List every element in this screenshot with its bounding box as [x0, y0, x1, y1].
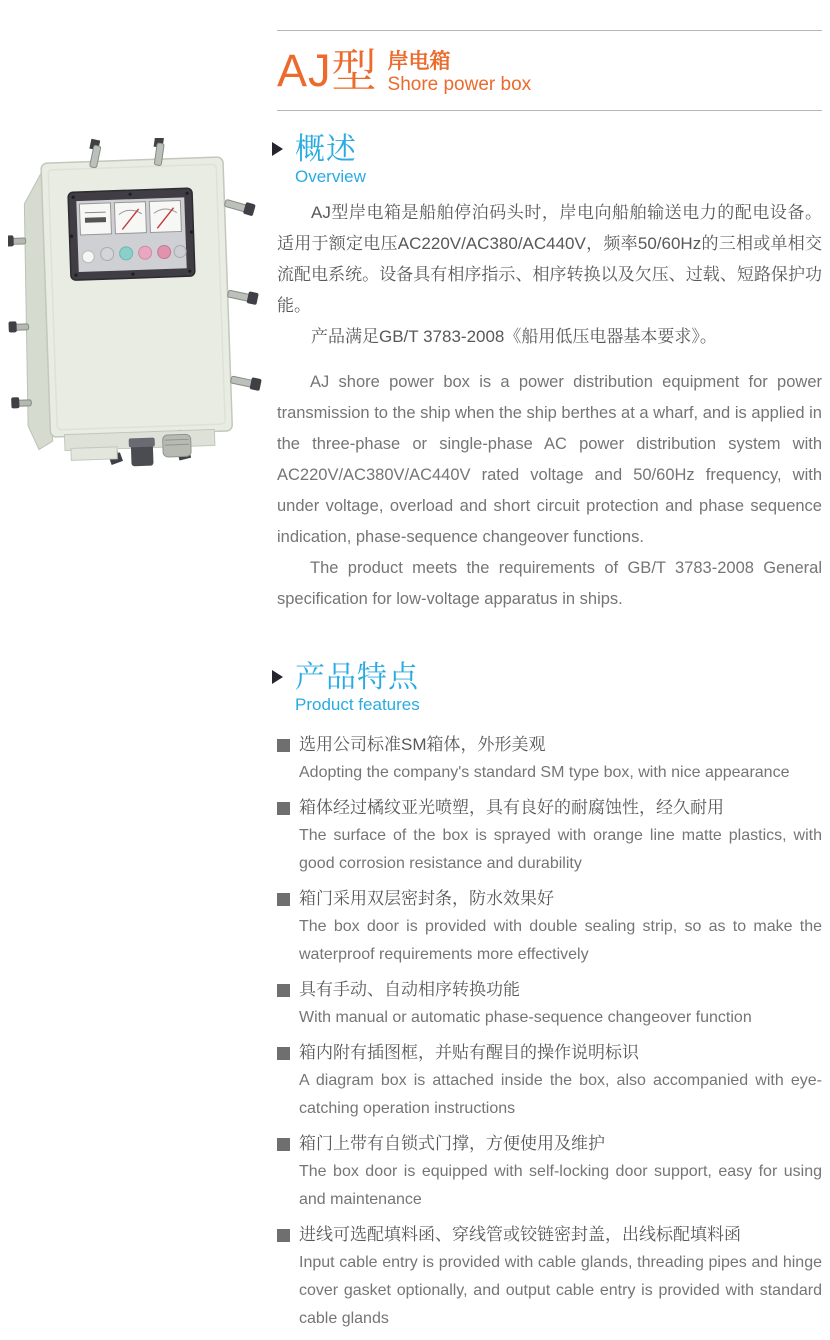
feature-zh: 箱体经过橘纹亚光喷塑，具有良好的耐腐蚀性，经久耐用	[299, 798, 724, 817]
feature-en: Input cable entry is provided with cable glands, threading pipes and hinge cover gasket optionally, and output cable entry is provided with standard cable glands	[299, 1254, 822, 1327]
product-photo	[8, 138, 268, 474]
latch-right-2	[227, 287, 259, 305]
feature-zh: 进线可选配填料函、穿线管或铰链密封盖，出线标配填料函	[299, 1225, 741, 1244]
section-arrow-icon	[272, 670, 283, 684]
cable-gland-dark	[129, 438, 156, 467]
features-title-zh: 产品特点	[295, 661, 419, 694]
analog-meter-2	[114, 202, 146, 234]
features-section	[277, 661, 822, 1333]
overview-title-zh: 概述	[295, 133, 357, 166]
overview-paragraphs-en	[277, 367, 822, 615]
feature-list	[277, 731, 822, 1333]
square-bullet-icon	[277, 1138, 290, 1151]
cable-gland-gray	[163, 434, 192, 457]
latch-right-1	[224, 196, 256, 216]
latch-left-2	[8, 321, 28, 333]
content-column	[277, 0, 822, 1340]
overview-zh-paragraph: 产品满足GB/T 3783-2008《船用低压电器基本要求》。	[311, 327, 717, 346]
overview-en-paragraph: The product meets the requirements of GB/T 3783-2008 General specification for low-voltage apparatus in ships.	[277, 559, 822, 608]
square-bullet-icon	[277, 984, 290, 997]
square-bullet-icon	[277, 739, 290, 752]
latch-left-1	[8, 235, 26, 247]
feature-en: The surface of the box is sprayed with orange line matte plastics, with good corrosion resistance and durability	[299, 827, 822, 872]
overview-en-paragraph: AJ shore power box is a power distribution equipment for power transmission to the ship when the ship berthes at a wharf, and is applied in the three-phase or single-phase AC power distribution system with AC220V/AC380V/AC440V rated voltage and 50/60Hz frequency, with under voltage, overload and short circuit protection and phase sequence indication, phase-sequence changeover functions.	[277, 373, 822, 546]
square-bullet-icon	[277, 1229, 290, 1242]
feature-zh: 箱门上带有自锁式门撑，方便使用及维护	[299, 1134, 605, 1153]
features-title-en: Product features	[295, 695, 420, 714]
feature-item	[277, 794, 822, 878]
product-model: AJ型	[277, 45, 378, 96]
feature-item	[277, 731, 822, 787]
feature-item	[277, 1130, 822, 1214]
feature-item	[277, 1039, 822, 1123]
feature-zh: 箱内附有插图框，并贴有醒目的操作说明标识	[299, 1043, 639, 1062]
feature-en: A diagram box is attached inside the box, also accompanied with eye-catching operation instructions	[299, 1072, 822, 1117]
feature-en: The box door is provided with double sealing strip, so as to make the waterproof requirements more effectively	[299, 918, 822, 963]
overview-title-en: Overview	[295, 167, 366, 186]
square-bullet-icon	[277, 1047, 290, 1060]
overview-paragraphs-zh	[277, 197, 822, 352]
product-name-zh: 岸电箱	[387, 50, 451, 73]
overview-section	[277, 133, 822, 615]
feature-en: With manual or automatic phase-sequence changeover function	[299, 1009, 752, 1026]
shore-power-box-illustration	[8, 138, 268, 474]
analog-meter-3	[149, 200, 181, 232]
square-bullet-icon	[277, 802, 290, 815]
meter-panel	[68, 188, 195, 280]
feature-zh: 选用公司标准SM箱体，外形美观	[299, 735, 546, 754]
feature-item	[277, 885, 822, 969]
feature-en: Adopting the company's standard SM type box, with nice appearance	[299, 764, 790, 781]
product-name-en: Shore power box	[387, 74, 532, 95]
overview-zh-paragraph: AJ型岸电箱是船舶停泊码头时，岸电向船舶输送电力的配电设备。适用于额定电压AC220V/AC380/AC440V，频率50/60Hz的三相或单相交流配电系统。设备具有相序指示、相序转换以及欠压、过载、短路保护功能。	[277, 203, 822, 315]
section-arrow-icon	[272, 142, 283, 156]
feature-item	[277, 976, 822, 1032]
latch-right-3	[230, 373, 262, 391]
analog-meter-1	[79, 203, 111, 235]
feature-en: The box door is equipped with self-locking door support, easy for using and maintenance	[299, 1163, 822, 1208]
feature-zh: 箱门采用双层密封条，防水效果好	[299, 889, 554, 908]
square-bullet-icon	[277, 893, 290, 906]
box-foot	[71, 447, 117, 461]
product-title-block	[277, 31, 822, 110]
feature-zh: 具有手动、自动相序转换功能	[299, 980, 520, 999]
title-bottom-divider	[277, 110, 822, 111]
feature-item	[277, 1221, 822, 1333]
